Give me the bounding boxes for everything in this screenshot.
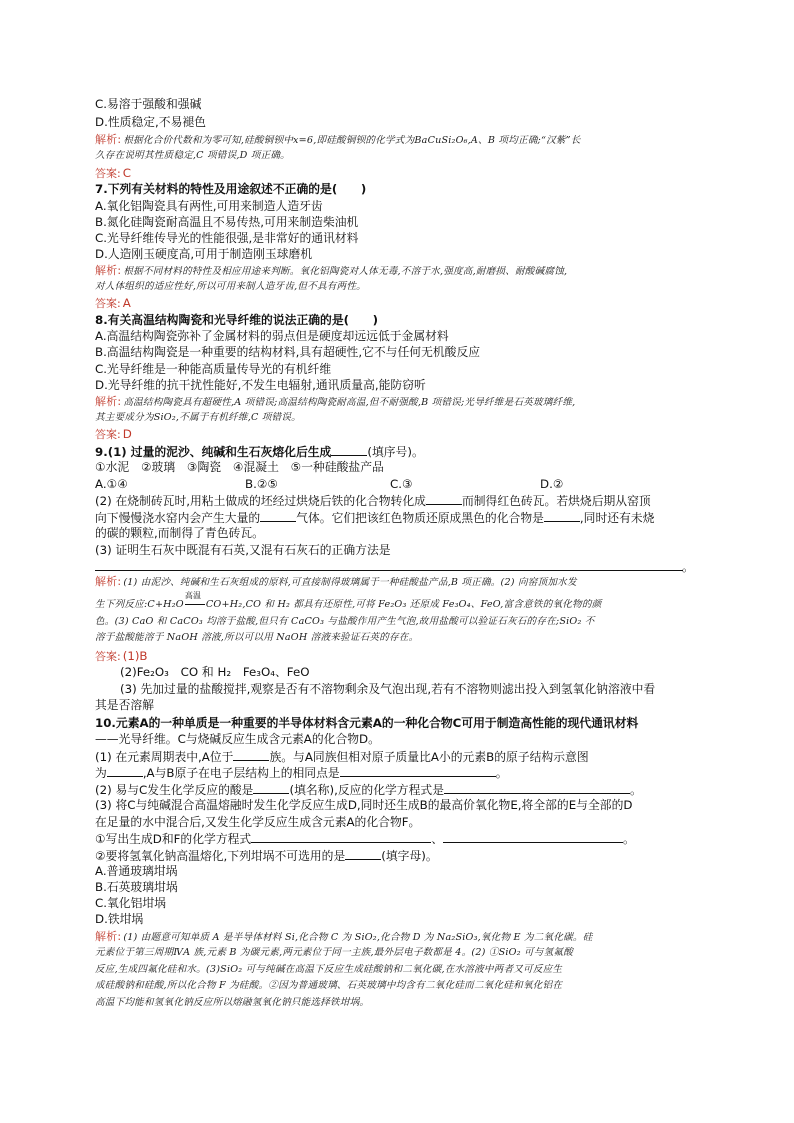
q10-option-a: A.普通玻璃坩埚	[95, 864, 178, 878]
analysis-label: 解析:	[95, 264, 122, 277]
reaction-condition: 高温	[184, 591, 202, 600]
q9-part3-end	[682, 558, 702, 575]
q6-analysis-line1: 根据化合价代数和为零可知,硅酸铜钡中x=6,即硅酸铜钡的化学式为BaCuSi₂O₆,A、B 项均正确;“汉紫”长	[123, 135, 581, 146]
q9-choice-a: A.①④	[95, 477, 128, 491]
answer-label: 答案:	[95, 650, 121, 663]
q8-answer	[95, 426, 705, 443]
q7-option-c: C.光导纤维传导光的性能很强,是非常好的通讯材料	[95, 231, 359, 245]
q8-answer-value: D	[122, 427, 132, 441]
q9-analysis-text-b: CO+H₂,CO 和 H₂ 都具有还原性,可将 Fe₂O₃ 还原成 Fe₃O₄、FeO,富含意铁的氧化物的颜	[205, 599, 602, 610]
q10-part1-text-d: ,A与B原子在电子层结构上的相同点是	[142, 766, 340, 780]
answer-blank[interactable]	[426, 492, 462, 505]
q9-analysis-line3: 色。(3) CaO 和 CaCO₃ 均溶于盐酸,但只有 CaCO₃ 与盐酸作用产生气泡,故用盐酸可以验证石灰石的存在;SiO₂ 不	[95, 616, 595, 627]
q9-analysis-line4: 溶于盐酸能溶于 NaOH 溶液,所以可以用 NaOH 溶液来验证石英的存在。	[95, 632, 419, 643]
q7-option-b: B.氮化硅陶瓷耐高温且不易传热,可用来制造柴油机	[95, 215, 359, 229]
q10-analysis-line1: (1) 由题意可知单质 A 是半导体材料 Si,化合物 C 为 SiO₂,化合物 D 为 Na₂SiO₃,氧化物 E 为二氧化碳。硅	[123, 932, 593, 943]
analysis-label: 解析:	[95, 930, 122, 943]
answer-blank[interactable]	[340, 764, 496, 777]
q10-part2-text-c: 。	[630, 783, 642, 797]
q8-analysis-line1: 高温结构陶瓷具有超硬性,A 项错误;高温结构陶瓷耐高温,但不耐强酸,B 项错误;光导纤维是石英玻璃纤维,	[123, 397, 576, 408]
answer-label: 答案:	[95, 428, 121, 441]
q6-option-c: C.易溶于强酸和强碱	[95, 97, 202, 111]
q7-analysis-line1: 根据不同材料的特性及相应用途来判断。氧化铝陶瓷对人体无毒,不溶于水,强度高,耐磨损、耐酸碱腐蚀,	[123, 266, 568, 277]
q10-part3-line1: (3) 将C与纯碱混合高温熔融时发生化学反应生成D,同时还生成B的最高价氧化物E,将全部的E与全部的D	[95, 798, 633, 812]
answer-blank[interactable]	[443, 830, 623, 843]
q10-analysis-line5: 高温下均能和氢氧化钠反应所以熔融氢氧化钠只能选择铁坩埚。	[95, 997, 370, 1008]
answer-blank[interactable]	[251, 830, 431, 843]
q6-analysis-line2: 久存在说明其性质稳定,C 项错误,D 项正确。	[95, 150, 290, 161]
answer-blank[interactable]	[331, 443, 367, 456]
q6-analysis	[95, 132, 705, 149]
q9-analysis-line2	[95, 591, 705, 613]
reaction-arrow	[184, 591, 206, 613]
q9-items: ①水泥 ②玻璃 ③陶瓷 ④混凝土 ⑤一种硅酸盐产品	[95, 460, 384, 474]
q10-analysis-line4: 成硅酸钠和硅酸,所以化合物 F 为硅酸。②因为普通玻璃、石英玻璃中均含有二氧化硅而二氧化硅和氧化铝在	[95, 980, 563, 991]
q10-sub1-text-b: 、	[431, 832, 444, 846]
q9-answer-2: (2)Fe₂O₃ CO 和 H₂ Fe₃O₄、FeO	[120, 665, 310, 679]
q9-part1-text: 9.(1) 过量的泥沙、纯碱和生石灰熔化后生成	[95, 445, 332, 459]
analysis-label: 解析:	[95, 395, 122, 408]
q10-part1-line2	[95, 764, 705, 781]
q10-stem-line2: ——光导纤维。C与烧碱反应生成含元素A的化合物D。	[95, 732, 380, 746]
q9-analysis-line1: (1) 由泥沙、纯碱和生石灰组成的原料,可直接制得玻璃属于一种硅酸盐产品,B 项正确。(2) 向窑顶加水发	[123, 577, 577, 588]
q9-analysis-text-a: 生下列反应:C+H₂O	[95, 599, 184, 610]
q9-part1	[95, 443, 705, 460]
answer-label: 答案:	[95, 297, 121, 310]
q7-answer	[95, 295, 705, 312]
q8-analysis-line2: 其主要成分为SiO₂,不属于有机纤维,C 项错误。	[95, 412, 301, 423]
q10-sub2-text-b: (填字母)。	[381, 849, 438, 863]
q10-sub2	[95, 847, 705, 864]
q10-option-b: B.石英玻璃坩埚	[95, 880, 178, 894]
answer-blank[interactable]	[345, 847, 381, 860]
q9-answer-3b: 其是否溶解	[95, 698, 154, 712]
q9-choice-d: D.②	[540, 477, 564, 491]
q10-option-c: C.氧化铝坩埚	[95, 896, 166, 910]
q9-choices	[95, 476, 705, 492]
q10-part2	[95, 781, 705, 798]
q10-sub1-text-a: ①写出生成D和F的化学方程式	[95, 832, 252, 846]
q8-option-b: B.高温结构陶瓷是一种重要的结构材料,具有超硬性,它不与任何无机酸反应	[95, 345, 481, 359]
q7-stem: 7.下列有关材料的特性及用途叙述不正确的是( )	[95, 182, 367, 196]
q7-option-a: A.氧化铝陶瓷具有两性,可用来制造人造牙齿	[95, 199, 323, 213]
analysis-label: 解析:	[95, 575, 122, 588]
q7-analysis	[95, 263, 705, 280]
q9-part2-line3: 的碳的颗粒,而制得了青色砖瓦。	[95, 526, 264, 540]
answer-label: 答案:	[95, 167, 121, 180]
q7-analysis-line2: 对人体组织的适应性好,所以可用来制人造牙齿,但不具有两性。	[95, 281, 366, 292]
q9-part2-text-c: 向下慢慢浇水窑内会产生大量的	[95, 511, 261, 525]
q9-choice-b: B.②⑤	[245, 477, 278, 491]
q6-answer-value: C	[122, 166, 131, 180]
q9-part2-text-b: 而制得红色砖瓦。若烘烧后期从窑顶	[461, 494, 651, 508]
q8-option-c: C.光导纤维是一种能高质量传导光的有机纤维	[95, 362, 332, 376]
answer-blank[interactable]	[107, 764, 143, 777]
q9-part2-line1	[95, 492, 705, 509]
q10-part1-text-c: 为	[95, 766, 107, 780]
q9-answer-3a: (3) 先加过量的盐酸搅拌,观察是否有不溶物剩余及气泡出现,若有不溶物则滤出投入到氢氧化钠溶液中看	[120, 682, 656, 696]
q10-sub1	[95, 830, 705, 847]
q9-part3: (3) 证明生石灰中既混有石英,又混有石灰石的正确方法是	[95, 543, 391, 557]
q9-part2-text-e: ,同时还有未烧	[579, 511, 655, 525]
q10-stem-line1: 10.元素A的一种单质是一种重要的半导体材料含元素A的一种化合物C可用于制造高性能的现代通讯材料	[95, 716, 639, 730]
q8-option-a: A.高温结构陶瓷弥补了金属材料的弱点但是硬度却远远低于金属材料	[95, 329, 449, 343]
answer-blank[interactable]	[260, 509, 296, 522]
q9-choice-c: C.③	[390, 477, 413, 491]
q10-part3-line2: 在足量的水中混合后,又发生化学反应生成含元素A的化合物F。	[95, 815, 421, 829]
answer-blank[interactable]	[544, 509, 580, 522]
q9-answer	[95, 648, 705, 665]
q10-part1-text-b: 族。与A同族但相对原子质量比A小的元素B的原子结构示意图	[269, 750, 589, 764]
q10-sub2-text-a: ②要将氢氧化钠高温熔化,下列坩埚不可选用的是	[95, 849, 346, 863]
answer-line[interactable]	[95, 570, 683, 571]
q8-option-d: D.光导纤维的抗干扰性能好,不发生电辐射,通讯质量高,能防窃听	[95, 378, 426, 392]
analysis-label: 解析:	[95, 133, 122, 146]
q10-part1-text-a: (1) 在元素周期表中,A位于	[95, 750, 234, 764]
q10-option-d: D.铁坩埚	[95, 912, 144, 926]
q9-part2-text-a: (2) 在烧制砖瓦时,用粘土做成的坯经过烘烧后铁的化合物转化成	[95, 494, 426, 508]
q10-part1-line1	[95, 748, 705, 765]
answer-blank[interactable]	[444, 781, 630, 794]
q9-part3-end-text: 。	[682, 560, 694, 574]
answer-blank[interactable]	[233, 748, 269, 761]
q10-analysis-line2: 元素位于第三周期ⅣA 族,元素 B 为碳元素,两元素位于同一主族,最外层电子数都是 4。(2) ①SiO₂ 可与氢氟酸	[95, 947, 574, 958]
q10-part2-text-b: (填名称),反应的化学方程式是	[289, 783, 444, 797]
q9-answer-1: (1)B	[122, 649, 148, 663]
q7-option-d: D.人造刚玉硬度高,可用于制造刚玉球磨机	[95, 247, 313, 261]
q7-answer-value: A	[122, 296, 131, 310]
q10-sub1-text-c: 。	[623, 832, 635, 846]
q8-analysis	[95, 394, 705, 411]
q6-answer	[95, 165, 705, 182]
q10-analysis-line3: 反应,生成四氟化硅和水。(3)SiO₂ 可与纯碱在高温下反应生成硅酸钠和二氧化碳,在水溶液中两者又可反应生	[95, 964, 563, 975]
q8-stem: 8.有关高温结构陶瓷和光导纤维的说法正确的是( )	[95, 313, 379, 327]
answer-blank[interactable]	[253, 781, 289, 794]
q9-part2-line2	[95, 509, 705, 526]
q9-part2-text-d: 气体。它们把该红色物质还原成黑色的化合物是	[296, 511, 544, 525]
q10-part2-text-a: (2) 易与C发生化学反应的酸是	[95, 783, 254, 797]
q10-part1-text-e: 。	[495, 766, 508, 780]
q9-part1-tail: (填序号)。	[367, 445, 424, 459]
q6-option-d: D.性质稳定,不易褪色	[95, 115, 206, 129]
q10-analysis	[95, 929, 705, 946]
